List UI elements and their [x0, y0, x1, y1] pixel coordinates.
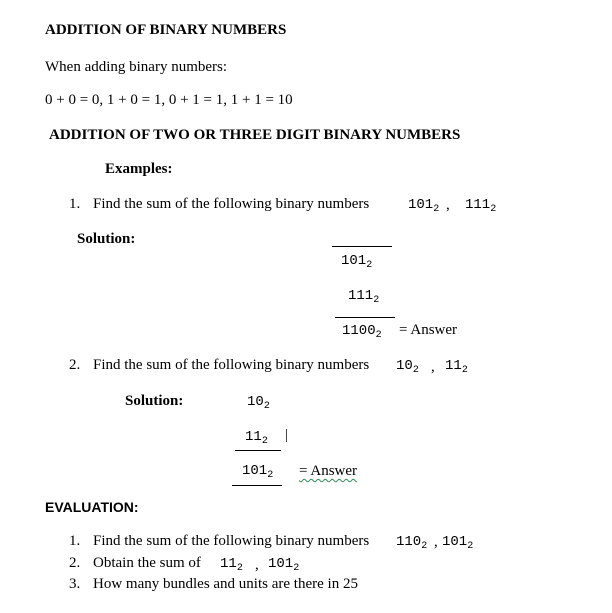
example-2-number: 2. [69, 357, 81, 373]
example-1-result: $1100_2$ [342, 323, 382, 341]
example-1-solution-label: Solution: [77, 231, 136, 247]
example-2-separator: , [431, 359, 435, 375]
evaluation-item-2-number: 2. [69, 555, 81, 571]
evaluation-item-3-number: 3. [69, 576, 81, 592]
example-1-operand-a: $101_2$ [408, 197, 440, 215]
addition-rules: 0 + 0 = 0, 1 + 0 = 1, 0 + 1 = 1, 1 + 1 = 10 [45, 92, 293, 108]
example-1-separator: , [446, 197, 450, 213]
example-1-sum-rule [335, 317, 395, 318]
example-1-row-2: $111_2$ [348, 288, 380, 306]
evaluation-label: EVALUATION: [45, 499, 139, 515]
example-1-row-1: $101_2$ [341, 253, 373, 271]
example-2-row-1: $10_2$ [247, 394, 270, 412]
example-1-answer: = Answer [399, 322, 458, 338]
example-2-answer: = Answer [299, 463, 358, 479]
intro-text: When adding binary numbers: [45, 59, 228, 75]
example-2-operand-b: $11_2$ [445, 358, 468, 376]
evaluation-item-2-separator: , [255, 557, 259, 573]
example-2-operand-a: $10_2$ [396, 358, 419, 376]
example-2-row-2: $11_2$ [245, 429, 268, 447]
evaluation-item-2-operand-b: $101_2$ [268, 556, 300, 574]
example-2-bottom-rule [232, 485, 282, 486]
evaluation-item-1-operand-b: $101_2$ [442, 534, 474, 552]
examples-label: Examples: [105, 161, 173, 177]
evaluation-item-1-operand-a: $110_2$ [396, 534, 428, 552]
evaluation-item-1-text: Find the sum of the following binary numbers [93, 533, 370, 549]
example-2-question: Find the sum of the following binary numbers [93, 357, 370, 373]
example-1-operand-b: $111_2$ [465, 197, 497, 215]
example-1-question: Find the sum of the following binary numbers [93, 196, 370, 212]
page-title: ADDITION OF BINARY NUMBERS [45, 22, 287, 38]
section-subtitle: ADDITION OF TWO OR THREE DIGIT BINARY NUMBERS [49, 127, 461, 143]
example-2-solution-label: Solution: [125, 393, 184, 409]
evaluation-item-3-text: How many bundles and units are there in 25 [93, 576, 358, 592]
text-cursor: | [285, 427, 289, 443]
evaluation-item-1-separator: , [434, 534, 438, 550]
example-1-number: 1. [69, 196, 81, 212]
example-2-sum-rule [235, 450, 281, 451]
evaluation-item-2-operand-a: $11_2$ [220, 556, 243, 574]
evaluation-item-1-number: 1. [69, 533, 81, 549]
example-1-top-rule [332, 246, 392, 247]
evaluation-item-2-text: Obtain the sum of [93, 555, 201, 571]
example-2-result: $101_2$ [242, 463, 274, 481]
